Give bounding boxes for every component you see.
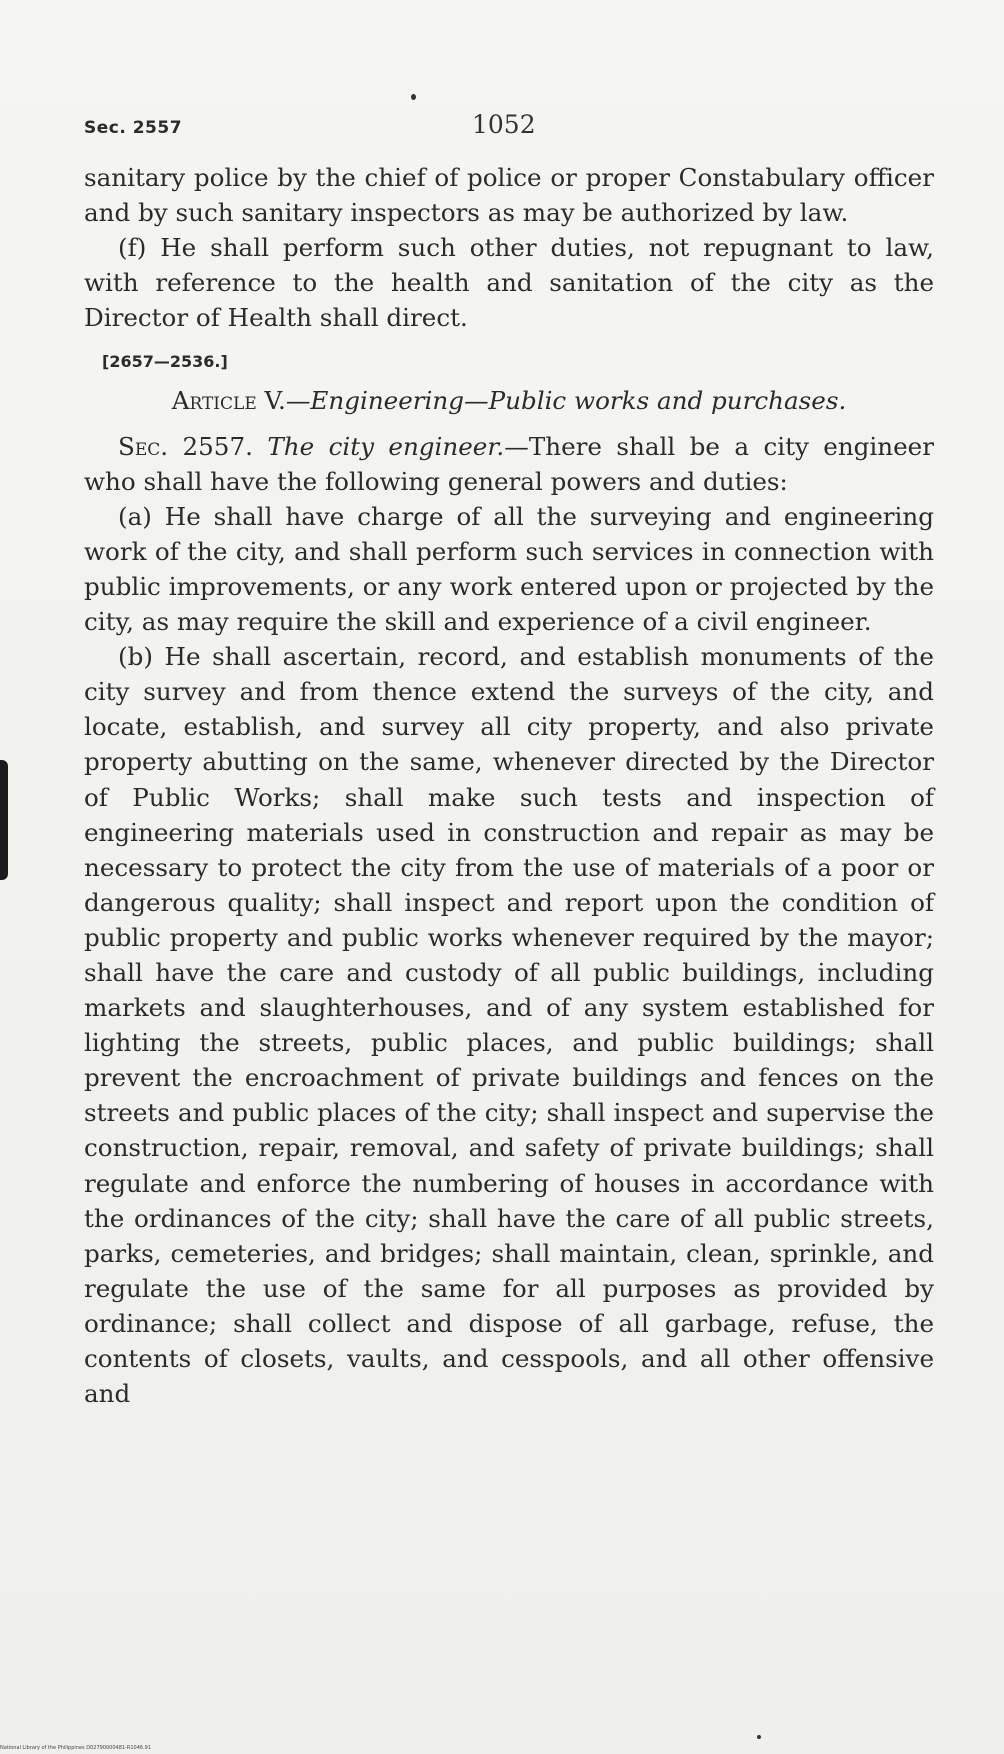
article-heading — [84, 383, 934, 418]
page-number: 1052 — [472, 110, 536, 139]
paragraph-a: (a) He shall have charge of all the surveying and engineering work of the city, and shall perform such services in connection with public improvements, or any work entered upon or projected by the city, as may require the skill and experience of a civil engineer. — [84, 501, 934, 637]
section-paragraph — [84, 429, 934, 499]
ink-speck — [757, 1735, 761, 1739]
body-text — [84, 160, 934, 1411]
paragraph-f: (f) He shall perform such other duties, not repugnant to law, with reference to the health and sanitation of the city as the Director of Health shall direct. — [84, 233, 934, 333]
reference-note: [2657—2536.] — [102, 352, 228, 372]
section-title: The city engineer. — [267, 431, 505, 461]
section-number: Sec. 2557. — [118, 431, 253, 461]
paragraph-continuation: sanitary police by the chief of police or proper Constabulary officer and by such sanitary inspectors as may be authorized by law. — [84, 163, 934, 228]
page-header — [84, 110, 924, 150]
section-text: —There shall be a city engineer who shall have the following general powers and duties: — [84, 431, 934, 496]
article-label: Article V. — [171, 386, 286, 416]
section-label: Sec. 2557 — [84, 118, 183, 138]
scan-footer: National Library of the Philippines D02790000481-R1046.91 — [0, 1745, 152, 1751]
binding-shadow — [0, 760, 8, 880]
paragraph-b: (b) He shall ascertain, record, and establish monuments of the city survey and from thence extend the surveys of the city, and locate, establish, and survey all city property, and also private property abutting on the same, whenever directed by the Director of Public Works; shall make such tests and inspection of engineering materials used in construction and repair as may be necessary to protect the city from the use of materials of a poor or dangerous quality; shall inspect and report upon the condition of public property and public works whenever required by the mayor; shall have the care and custody of all public buildings, including markets and slaughterhouses, and of any system established for lighting the streets, public places, and public buildings; shall prevent the encroachment of private buildings and fences on the streets and public places of the city; shall inspect and supervise the construction, repair, removal, and safety of private buildings; shall regulate and enforce the numbering of houses in accordance with the ordinances of the city; shall have the care of all public streets, parks, cemeteries, and bridges; shall maintain, clean, sprinkle, and regulate the use of the same for all purposes as provided by ordinance; shall collect and dispose of all garbage, refuse, the contents of closets, vaults, and cesspools, and all other offensive and — [84, 642, 934, 1409]
ink-speck — [411, 94, 416, 100]
article-title: —Engineering—Public works and purchases. — [285, 386, 847, 416]
